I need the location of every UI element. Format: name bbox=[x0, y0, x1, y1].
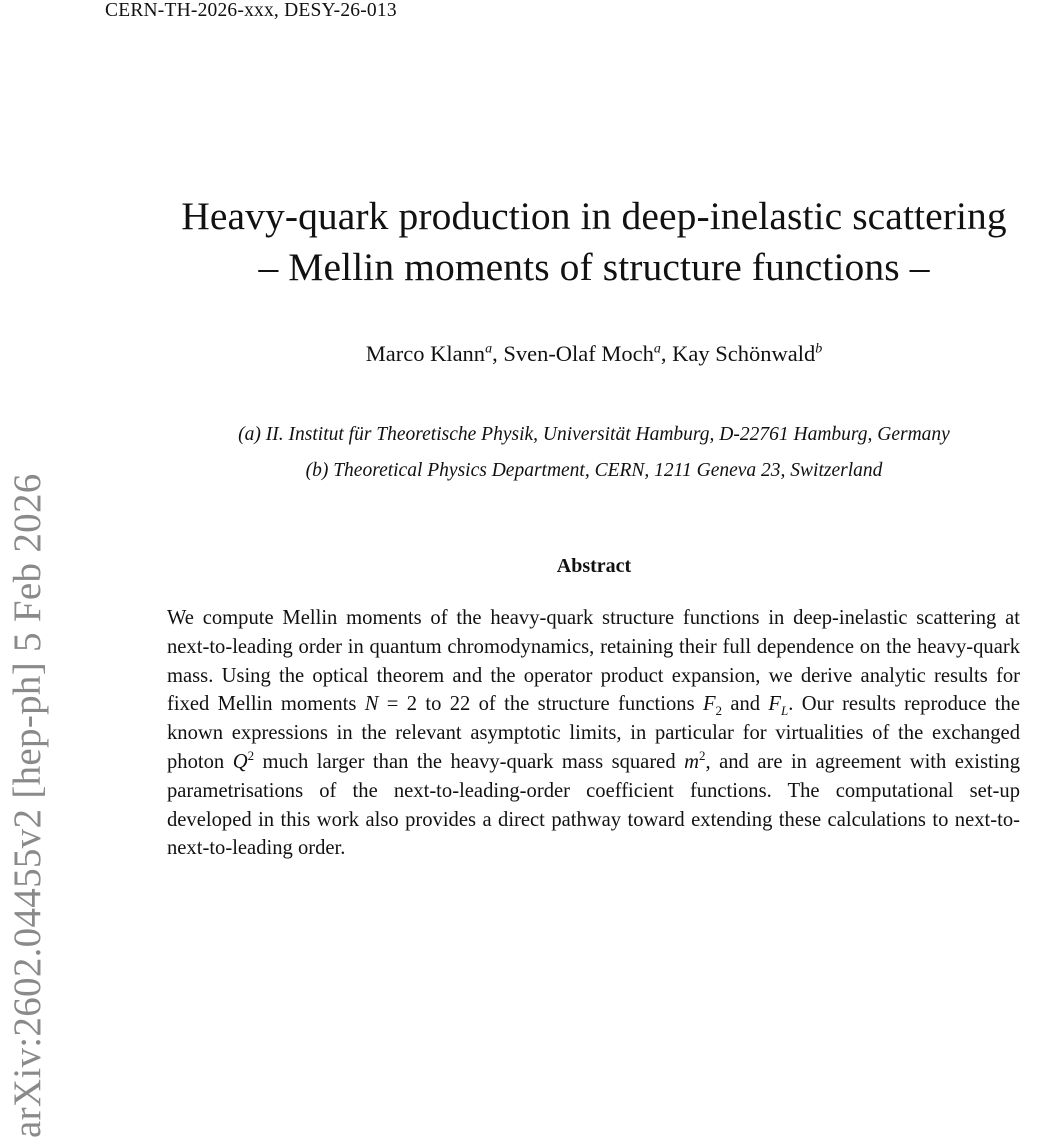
math-superscript: 2 bbox=[698, 748, 706, 764]
math-subscript: L bbox=[781, 703, 789, 719]
math-F: F bbox=[768, 693, 782, 716]
abstract-text: much larger than the heavy-quark mass squared bbox=[254, 750, 685, 773]
author-affiliation-mark: a bbox=[485, 341, 493, 357]
affiliation-b: (b) Theoretical Physics Department, CERN, 1211 Geneva 23, Switzerland bbox=[305, 460, 883, 481]
math-F: F bbox=[702, 693, 716, 716]
math-Q: Q bbox=[232, 750, 248, 773]
author-separator: , bbox=[660, 341, 673, 366]
author-name: Sven-Olaf Moch bbox=[503, 341, 654, 366]
math-N: N bbox=[364, 693, 379, 716]
math-m: m bbox=[684, 750, 699, 773]
abstract-body bbox=[167, 604, 1020, 863]
affiliation-a: (a) II. Institut für Theoretische Physik, Universität Hamburg, D-22761 Hamburg, Germany bbox=[238, 424, 950, 445]
math-subscript: 2 bbox=[715, 703, 723, 719]
author-affiliation-mark: a bbox=[653, 341, 661, 357]
author-separator: , bbox=[492, 341, 504, 366]
author-list bbox=[100, 341, 1049, 367]
arxiv-stamp: arXiv:2602.04455v2 [hep-ph] 5 Feb 2026 bbox=[6, 473, 49, 1138]
author-affiliation-mark: b bbox=[815, 341, 823, 357]
abstract-text: We compute Mellin moments of the heavy-quark structure functions in deep-inelastic scattering at next-to-leading order in quantum chromodynamics, retaining their full dependence on the heavy-quark mass. Using the optical theorem and the operator product expansion, we derive analytic results for fixed Mellin moments bbox=[167, 607, 1020, 716]
abstract-heading: Abstract bbox=[556, 555, 632, 577]
title-line-1: Heavy-quark production in deep-inelastic scattering bbox=[181, 194, 1007, 238]
author-name: Marco Klann bbox=[365, 341, 486, 366]
title-line-2: – Mellin moments of structure functions – bbox=[258, 245, 930, 289]
author-name: Kay Schönwald bbox=[672, 341, 816, 366]
preprint-number: CERN-TH-2026-xxx, DESY-26-013 bbox=[105, 0, 397, 21]
math-superscript: 2 bbox=[247, 748, 255, 764]
abstract-text: and bbox=[722, 693, 769, 716]
abstract-text: = 2 to 22 of the structure functions bbox=[378, 693, 703, 716]
abstract-text: , and are in agreement with existing parametrisations of the next-to-leading-order coefficient functions. The computational set-up developed in this work also provides a direct pathway toward extending these calculations to next-to-next-to-leading order. bbox=[167, 750, 1020, 860]
abstract-text: . Our results reproduce the known expressions in the relevant asymptotic limits, in particular for virtualities of the exchanged photon bbox=[167, 693, 1020, 773]
